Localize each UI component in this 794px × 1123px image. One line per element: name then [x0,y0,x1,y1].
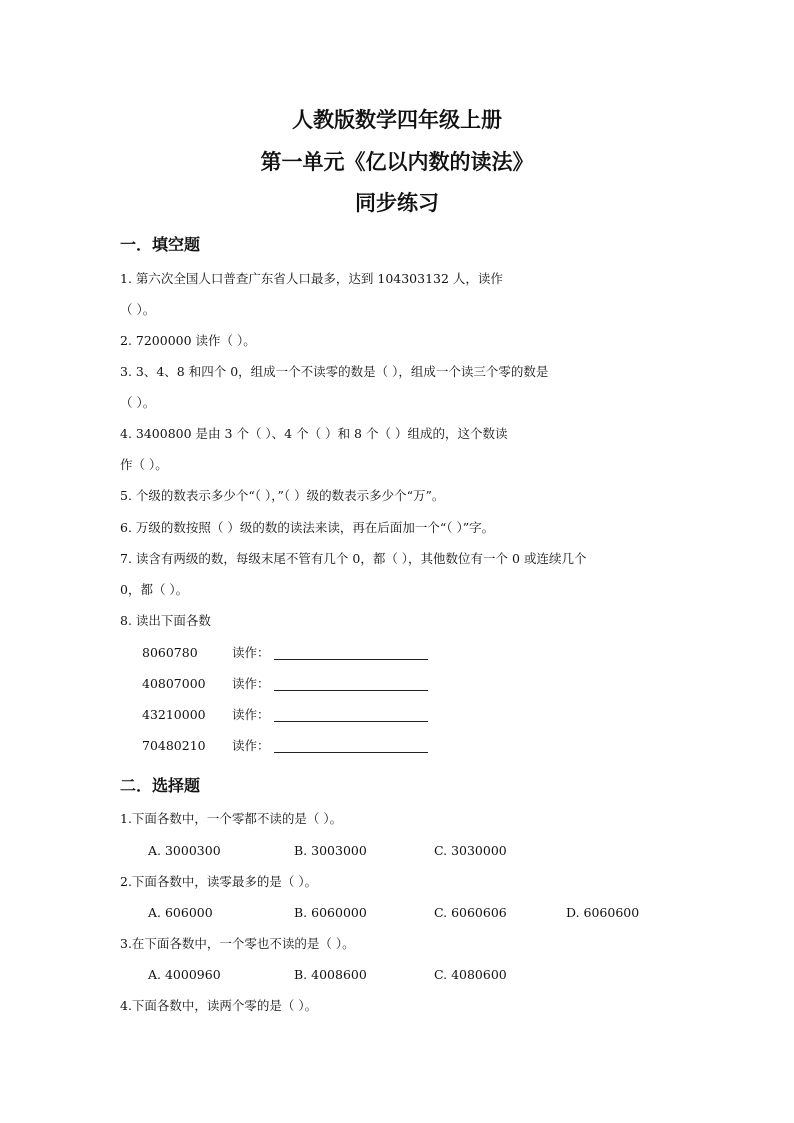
worksheet-title-grade: 人教版数学四年级上册 [292,107,502,132]
fill-question-6: 6. 万级的数按照（ ）级的数的读法来读，再在后面加一个“（ ）”字。 [120,520,495,535]
worksheet-title-practice: 同步练习 [355,190,439,215]
answer-blank-line[interactable] [274,752,428,753]
option-b[interactable]: B. 6060000 [294,905,367,920]
fill-question-4-line1: 4. 3400800 是由 3 个（ ）、4 个（ ）和 8 个（ ）组成的，这个数读 [120,426,508,441]
fill-question-4-line2: 作（ ）。 [120,457,168,472]
fill-question-5: 5. 个级的数表示多少个“（ ），”（ ）级的数表示多少个“万”。 [120,488,445,503]
choice-options-2 [148,905,708,921]
choice-question-4: 4.下面各数中，读两个零的是（ ）。 [120,998,318,1013]
section-fill-in-title: 一．填空题 [120,235,201,254]
fill-question-3-line2: （ ）。 [120,395,156,410]
option-a[interactable]: A. 4000960 [148,967,221,982]
read-number-label: 读作： [232,676,270,691]
option-a[interactable]: A. 606000 [148,905,213,920]
fill-question-2: 2. 7200000 读作（ ）。 [120,333,256,348]
option-c[interactable]: C. 6060606 [434,905,507,920]
fill-question-3-line1: 3. 3、4、8 和四个 0，组成一个不读零的数是（ ），组成一个读三个零的数是 [120,364,549,379]
answer-blank-line[interactable] [274,659,428,660]
choice-question-1: 1.下面各数中，一个零都不读的是（ ）。 [120,811,343,826]
read-number-value: 40807000 [142,676,206,691]
read-number-label: 读作： [232,707,270,722]
option-d[interactable]: D. 6060600 [566,905,640,920]
answer-blank-line[interactable] [274,690,428,691]
option-b[interactable]: B. 4008600 [294,967,367,982]
option-b[interactable]: B. 3003000 [294,843,367,858]
fill-question-1-line2: （ ）。 [120,302,156,317]
read-number-value: 8060780 [142,645,198,660]
choice-question-2: 2.下面各数中，读零最多的是（ ）。 [120,874,318,889]
fill-question-1-line1: 1. 第六次全国人口普查广东省人口最多，达到 104303132 人，读作 [120,271,503,286]
answer-blank-line[interactable] [274,721,428,722]
read-number-value: 43210000 [142,707,206,722]
read-number-value: 70480210 [142,738,206,753]
worksheet-title-unit: 第一单元《亿以内数的读法》 [260,149,534,174]
choice-options-3 [148,967,708,983]
read-number-label: 读作： [232,738,270,753]
option-c[interactable]: C. 3030000 [434,843,507,858]
section-choice-title: 二．选择题 [120,776,201,795]
fill-question-8: 8. 读出下面各数 [120,613,211,628]
option-a[interactable]: A. 3000300 [148,843,221,858]
read-number-label: 读作： [232,645,270,660]
fill-question-7-line2: 0，都（ ）。 [120,582,189,597]
choice-question-3: 3.在下面各数中，一个零也不读的是（ ）。 [120,936,355,951]
fill-question-7-line1: 7. 读含有两级的数，每级末尾不管有几个 0，都（ ），其他数位有一个 0 或连续几个 [120,551,587,566]
choice-options-1 [148,843,708,859]
option-c[interactable]: C. 4080600 [434,967,507,982]
